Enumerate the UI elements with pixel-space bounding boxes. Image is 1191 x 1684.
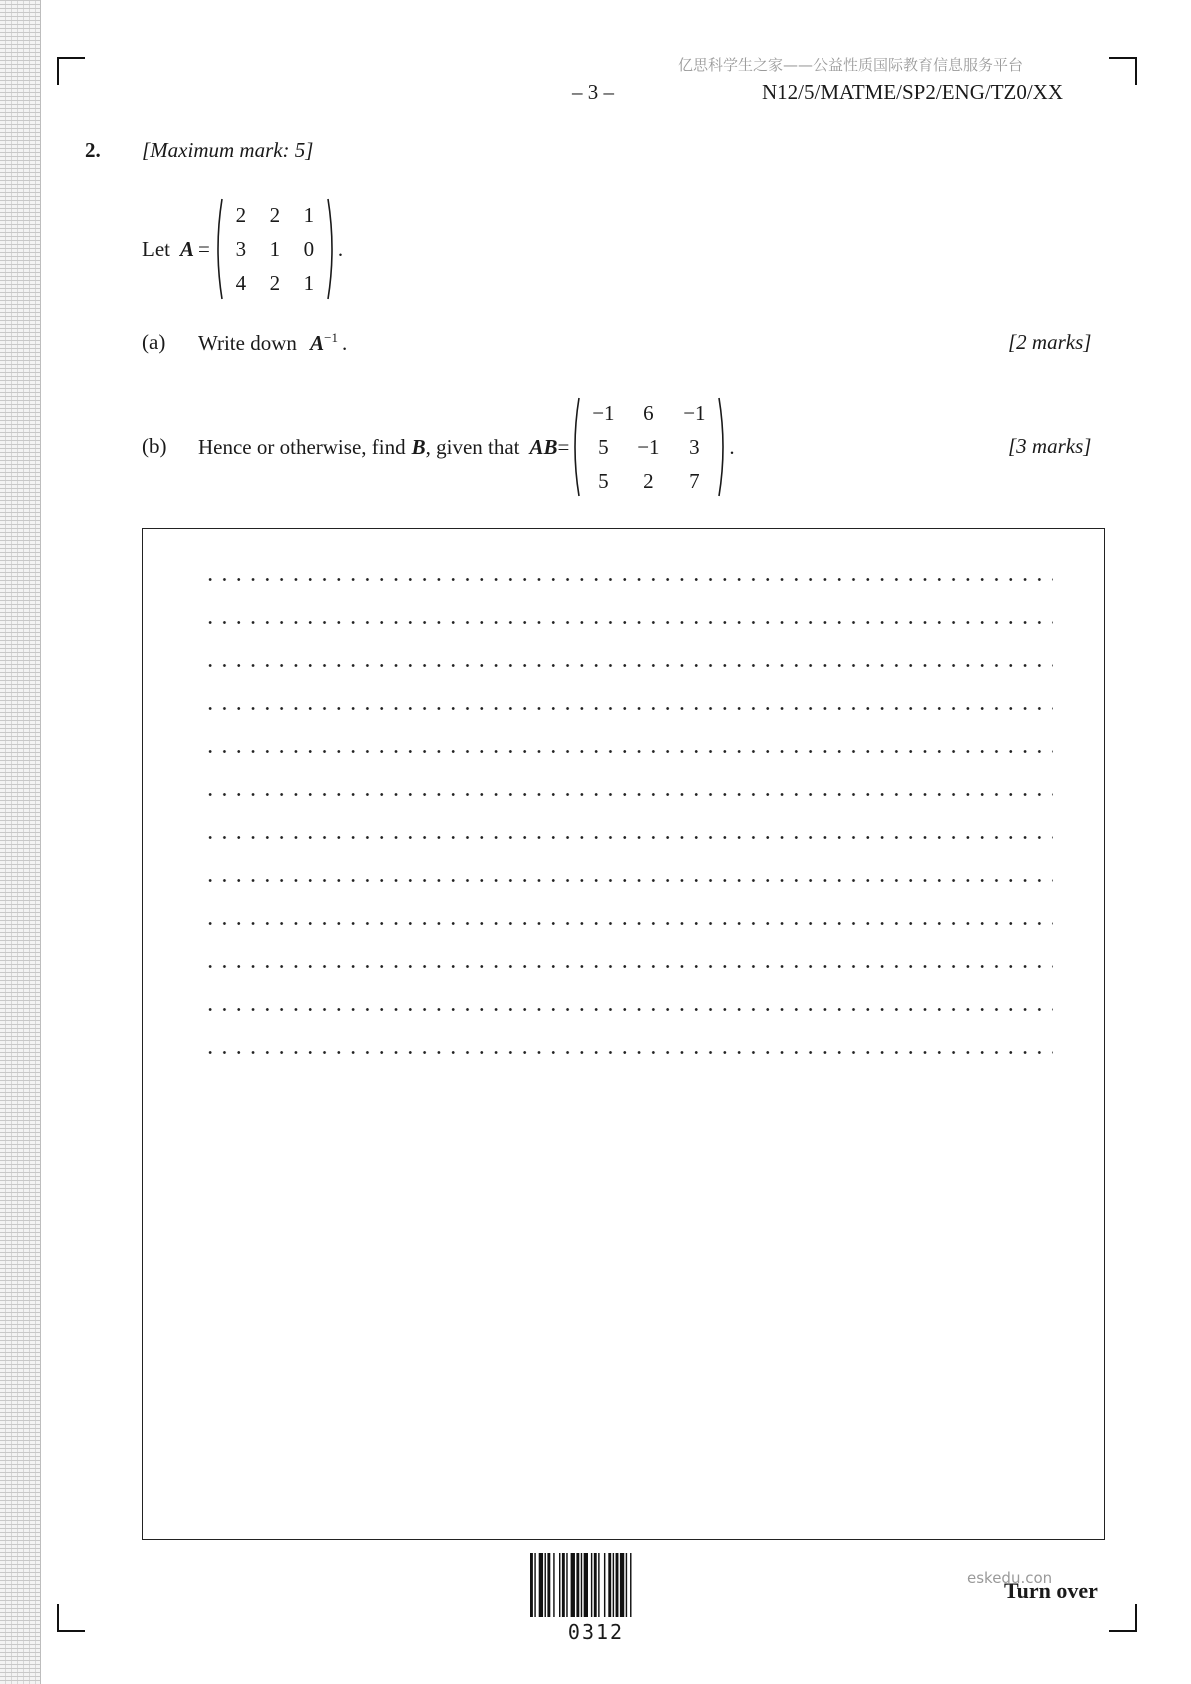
- part-b-marks: [3 marks]: [1008, 434, 1092, 458]
- part-b-var-b: B: [411, 434, 426, 459]
- matrix-a-cell: 2: [269, 271, 281, 295]
- answer-box[interactable]: [142, 528, 1105, 1540]
- paper-code: N12/5/MATME/SP2/ENG/TZ0/XX: [762, 80, 1064, 104]
- crop-mark-top-left: [57, 57, 85, 85]
- part-b-instruction: Hence or otherwise, find: [198, 434, 406, 459]
- statement-end: .: [337, 236, 344, 261]
- matrix-a-cell: 1: [269, 237, 281, 261]
- barcode-icon: [530, 1553, 662, 1617]
- question-max-mark: [Maximum mark: 5]: [142, 138, 314, 162]
- answer-dotted-line: [203, 922, 1053, 925]
- matrix-ab-grid: [581, 398, 717, 496]
- crop-mark-bottom-left: [57, 1604, 85, 1632]
- matrix-ab-cell: 2: [643, 469, 654, 493]
- matrix-ab-cell: 5: [598, 435, 609, 459]
- matrix-ab-cell: −1: [592, 401, 615, 425]
- matrix-a-cell: 1: [303, 203, 315, 227]
- answer-dotted-line: [203, 836, 1053, 839]
- part-a-superscript: −1: [324, 330, 338, 345]
- matrix-ab: [569, 396, 729, 498]
- matrix-ab-cell: −1: [683, 401, 706, 425]
- barcode-number: 0312: [567, 1620, 625, 1644]
- header-watermark: 亿思科学生之家——公益性质国际教育信息服务平台: [678, 56, 1024, 74]
- binding-edge-pattern: [0, 0, 41, 1684]
- answer-dotted-line: [203, 621, 1053, 624]
- matrix-a-cell: 4: [235, 271, 247, 295]
- statement-prefix: Let: [142, 236, 170, 261]
- answer-dotted-line: [203, 707, 1053, 710]
- part-a-end: .: [342, 331, 348, 355]
- answer-dotted-line: [203, 750, 1053, 753]
- matrix-ab-cell: −1: [637, 435, 660, 459]
- question-number: 2.: [85, 138, 101, 162]
- matrix-a-cell: 2: [235, 203, 247, 227]
- right-paren-icon: [326, 197, 338, 301]
- matrix-ab-cell: 7: [689, 469, 700, 493]
- answer-dotted-line: [203, 664, 1053, 667]
- answer-dotted-line: [203, 879, 1053, 882]
- part-b-label: (b): [142, 434, 167, 458]
- matrix-a-cell: 3: [235, 237, 247, 261]
- matrix-ab-cell: 5: [598, 469, 609, 493]
- matrix-ab-cell: 3: [689, 435, 700, 459]
- crop-mark-top-right: [1109, 57, 1137, 85]
- matrix-a-cell: 2: [269, 203, 281, 227]
- part-a-marks: [2 marks]: [1008, 330, 1092, 354]
- answer-dotted-line: [203, 1051, 1053, 1054]
- part-b-text: [198, 396, 735, 498]
- matrix-a-cell: 1: [303, 271, 315, 295]
- matrix-a-grid: [224, 200, 326, 298]
- answer-dotted-line: [203, 965, 1053, 968]
- part-b-var-ab: AB: [529, 434, 558, 459]
- turn-over-label: Turn over: [1004, 1578, 1098, 1603]
- footer-watermark: eskedu.con: [967, 1569, 1053, 1587]
- part-a-instruction: Write down: [198, 331, 297, 355]
- equals-sign: =: [198, 236, 210, 261]
- part-b-end: .: [729, 434, 735, 459]
- part-b-given: , given that: [425, 434, 520, 459]
- left-paren-icon: [212, 197, 224, 301]
- matrix-a: [212, 197, 338, 301]
- question-statement: [142, 197, 343, 301]
- left-paren-icon: [569, 396, 581, 498]
- page-number: – 3 –: [572, 80, 614, 104]
- part-a-text: [198, 330, 347, 356]
- matrix-a-symbol: A: [179, 236, 194, 261]
- matrix-ab-cell: 6: [643, 401, 654, 425]
- matrix-a-cell: 0: [303, 237, 315, 261]
- crop-mark-bottom-right: [1109, 1604, 1137, 1632]
- part-b-equals: =: [557, 434, 570, 459]
- answer-dotted-line: [203, 578, 1053, 581]
- answer-dotted-line: [203, 793, 1053, 796]
- answer-dotted-line: [203, 1008, 1053, 1011]
- part-a-label: (a): [142, 330, 166, 354]
- part-a-var: A: [310, 331, 325, 355]
- right-paren-icon: [717, 396, 729, 498]
